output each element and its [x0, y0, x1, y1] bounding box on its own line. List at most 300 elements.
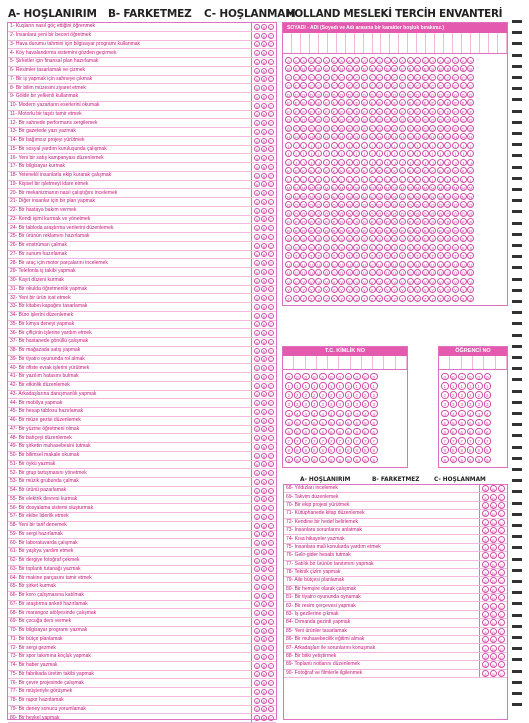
name-bubble[interactable]: D [393, 92, 397, 98]
answer-bubble-b[interactable]: B [262, 506, 266, 512]
name-bubble[interactable]: F [376, 108, 383, 115]
name-bubble[interactable]: T [361, 252, 368, 259]
name-bubble[interactable]: J [338, 159, 345, 166]
name-bubble[interactable]: Ö [286, 211, 291, 217]
name-bubble[interactable]: H [294, 135, 298, 141]
answer-bubble-b[interactable]: B [262, 558, 266, 564]
name-bubble[interactable]: G [355, 118, 359, 124]
name-bubble[interactable]: V [285, 278, 292, 285]
name-bubble[interactable]: Z [437, 295, 444, 302]
name-bubble[interactable]: J [391, 159, 398, 166]
answer-bubble-b[interactable]: B [262, 199, 266, 205]
name-bubble[interactable]: K [452, 167, 459, 174]
answer-bubble-a[interactable]: A [255, 453, 259, 459]
answer-bubble-a[interactable]: A [482, 661, 489, 668]
name-bubble[interactable]: U [317, 262, 321, 268]
name-bubble[interactable]: Ö [393, 211, 397, 217]
name-bubble[interactable]: K [346, 167, 353, 174]
name-bubble[interactable]: H [340, 135, 344, 141]
answer-bubble-a[interactable]: A [255, 532, 259, 538]
name-bubble[interactable]: Ü [286, 271, 291, 277]
answer-bubble-c[interactable]: C [498, 561, 505, 568]
name-bubble[interactable]: İ [338, 150, 345, 157]
name-bubble[interactable]: Ğ [377, 126, 382, 132]
name-bubble[interactable]: İ [285, 150, 292, 157]
name-bubble[interactable]: F [331, 108, 338, 115]
name-bubble[interactable]: M [347, 186, 351, 192]
id-bubble[interactable]: 2 [285, 391, 293, 399]
id-bubble[interactable]: 5 [370, 419, 378, 427]
name-bubble[interactable]: Z [308, 295, 315, 302]
id-bubble[interactable]: 1 [285, 382, 293, 390]
id-bubble[interactable]: 0 [345, 373, 353, 381]
name-bubble[interactable]: T [308, 252, 315, 259]
id-bubble[interactable]: 5 [336, 419, 344, 427]
answer-bubble-b[interactable]: B [262, 663, 266, 669]
name-bubble[interactable]: D [317, 92, 321, 98]
name-bubble[interactable]: J [399, 159, 406, 166]
name-bubble[interactable]: F [293, 108, 300, 115]
name-bubble[interactable]: Ğ [469, 126, 473, 132]
answer-bubble-a[interactable]: A [255, 672, 259, 678]
answer-bubble-a[interactable]: A [482, 653, 489, 660]
answer-bubble-b[interactable]: B [262, 619, 266, 625]
name-bubble[interactable]: H [347, 135, 351, 141]
answer-bubble-c[interactable]: C [269, 418, 273, 424]
name-bubble[interactable]: L [300, 176, 307, 183]
answer-bubble-b[interactable]: B [262, 436, 266, 442]
name-bubble[interactable]: C [385, 75, 389, 81]
name-bubble[interactable]: C [317, 75, 321, 81]
name-bubble[interactable]: Ç [355, 84, 359, 90]
id-bubble[interactable]: 4 [319, 410, 327, 418]
name-bubble[interactable]: F [353, 108, 360, 115]
answer-bubble-c[interactable]: C [269, 716, 273, 722]
name-bubble[interactable]: L [467, 176, 474, 183]
name-bubble[interactable]: S [331, 235, 338, 242]
id-bubble[interactable]: 5 [294, 419, 302, 427]
name-input-cell[interactable] [489, 33, 498, 53]
id-bubble[interactable]: 1 [450, 382, 458, 390]
answer-bubble-a[interactable]: A [482, 561, 489, 568]
name-bubble[interactable]: D [302, 92, 306, 98]
name-bubble[interactable]: U [302, 262, 306, 268]
answer-bubble-c[interactable]: C [269, 296, 273, 302]
name-bubble[interactable]: H [423, 135, 427, 141]
name-bubble[interactable]: M [362, 186, 367, 192]
name-bubble[interactable]: İ [452, 150, 459, 157]
answer-bubble-a[interactable]: A [482, 485, 489, 492]
id-bubble[interactable]: 8 [362, 446, 370, 454]
answer-bubble-b[interactable]: B [262, 401, 266, 407]
name-bubble[interactable]: J [361, 159, 368, 166]
answer-bubble-c[interactable]: C [269, 576, 273, 582]
name-bubble[interactable]: E [308, 99, 315, 106]
answer-bubble-c[interactable]: C [269, 278, 273, 284]
name-bubble[interactable]: R [332, 228, 336, 234]
name-bubble[interactable]: Ç [340, 84, 344, 90]
name-bubble[interactable]: I [437, 142, 444, 149]
name-bubble[interactable]: I [285, 142, 292, 149]
answer-bubble-c[interactable]: C [498, 586, 505, 593]
name-bubble[interactable]: E [460, 99, 467, 106]
name-bubble[interactable]: F [437, 108, 444, 115]
name-bubble[interactable]: S [399, 235, 406, 242]
name-input-cell[interactable] [462, 33, 471, 53]
answer-bubble-c[interactable]: C [498, 536, 505, 543]
answer-bubble-a[interactable]: A [255, 628, 259, 634]
answer-bubble-b[interactable]: B [262, 243, 266, 249]
name-bubble[interactable]: A [460, 57, 467, 64]
answer-bubble-a[interactable]: A [255, 121, 259, 127]
id-bubble[interactable]: 5 [458, 419, 466, 427]
name-bubble[interactable]: B [376, 65, 383, 72]
name-bubble[interactable]: Ö [355, 211, 359, 217]
name-bubble[interactable]: E [384, 99, 391, 106]
name-bubble[interactable]: T [353, 252, 360, 259]
answer-bubble-a[interactable]: A [255, 444, 259, 450]
name-bubble[interactable]: E [353, 99, 360, 106]
name-bubble[interactable]: S [422, 235, 429, 242]
name-bubble[interactable]: Ü [416, 271, 420, 277]
answer-bubble-c[interactable]: C [269, 707, 273, 713]
answer-bubble-b[interactable]: B [262, 374, 266, 380]
name-bubble[interactable]: Ü [294, 271, 298, 277]
name-bubble[interactable]: O [415, 203, 420, 209]
id-bubble[interactable]: 4 [311, 410, 319, 418]
answer-bubble-c[interactable]: C [498, 527, 505, 534]
name-bubble[interactable]: M [370, 186, 374, 192]
name-bubble[interactable]: N [324, 194, 328, 200]
name-bubble[interactable]: T [338, 252, 345, 259]
name-bubble[interactable]: S [338, 235, 345, 242]
name-bubble[interactable]: U [294, 262, 298, 268]
name-bubble[interactable]: F [422, 108, 429, 115]
answer-bubble-a[interactable]: A [255, 129, 259, 135]
answer-bubble-a[interactable]: A [255, 339, 259, 345]
name-bubble[interactable]: F [308, 108, 315, 115]
answer-bubble-c[interactable]: C [269, 42, 273, 48]
name-input-cell[interactable] [435, 33, 444, 53]
answer-bubble-c[interactable]: C [269, 121, 273, 127]
id-bubble[interactable]: 8 [294, 446, 302, 454]
name-bubble[interactable]: E [437, 99, 444, 106]
name-bubble[interactable]: K [331, 167, 338, 174]
name-bubble[interactable]: N [385, 194, 389, 200]
name-bubble[interactable]: S [323, 235, 330, 242]
name-bubble[interactable]: O [302, 203, 306, 209]
name-bubble[interactable]: B [300, 65, 307, 72]
name-bubble[interactable]: I [361, 142, 368, 149]
name-bubble[interactable]: N [408, 194, 412, 200]
name-bubble[interactable]: S [437, 235, 444, 242]
name-bubble[interactable]: Ç [431, 84, 435, 90]
name-bubble[interactable]: O [446, 203, 450, 209]
name-bubble[interactable]: V [460, 278, 467, 285]
id-bubble[interactable]: 3 [302, 400, 310, 408]
answer-bubble-a[interactable]: A [255, 611, 259, 617]
name-bubble[interactable]: F [399, 108, 406, 115]
id-bubble[interactable]: 6 [475, 428, 483, 436]
name-bubble[interactable]: D [347, 92, 351, 98]
answer-bubble-a[interactable]: A [255, 33, 259, 39]
answer-bubble-b[interactable]: B [490, 636, 497, 643]
name-bubble[interactable]: I [414, 142, 421, 149]
answer-bubble-a[interactable]: A [482, 536, 489, 543]
name-bubble[interactable]: B [452, 65, 459, 72]
answer-bubble-c[interactable]: C [269, 497, 273, 503]
name-bubble[interactable]: F [315, 108, 322, 115]
answer-bubble-c[interactable]: C [269, 593, 273, 599]
id-bubble[interactable]: 0 [475, 373, 483, 381]
name-bubble[interactable]: Ü [302, 271, 306, 277]
answer-bubble-a[interactable]: A [255, 59, 259, 65]
name-bubble[interactable]: Ğ [340, 126, 344, 132]
id-bubble[interactable]: 1 [336, 382, 344, 390]
answer-bubble-b[interactable]: B [262, 156, 266, 162]
answer-bubble-a[interactable]: A [482, 670, 489, 677]
name-bubble[interactable]: İ [444, 150, 451, 157]
name-bubble[interactable]: N [317, 194, 321, 200]
answer-bubble-b[interactable]: B [490, 544, 497, 551]
name-bubble[interactable]: G [324, 118, 329, 124]
name-bubble[interactable]: R [317, 228, 321, 234]
name-bubble[interactable]: U [423, 262, 427, 268]
name-bubble[interactable]: V [308, 278, 315, 285]
answer-bubble-a[interactable]: A [255, 593, 259, 599]
name-bubble[interactable]: A [376, 57, 383, 64]
id-bubble[interactable]: 2 [319, 391, 327, 399]
name-bubble[interactable]: Ö [431, 211, 435, 217]
answer-bubble-b[interactable]: B [262, 497, 266, 503]
name-bubble[interactable]: V [444, 278, 451, 285]
answer-bubble-c[interactable]: C [269, 506, 273, 512]
id-bubble[interactable]: 6 [467, 428, 475, 436]
name-bubble[interactable]: N [461, 194, 465, 200]
name-bubble[interactable]: N [446, 194, 450, 200]
name-bubble[interactable]: P [460, 218, 467, 225]
name-input-cell[interactable] [408, 33, 417, 53]
name-bubble[interactable]: İ [437, 150, 444, 157]
id-bubble[interactable]: 0 [362, 373, 370, 381]
name-bubble[interactable]: D [408, 92, 412, 98]
name-bubble[interactable]: C [286, 75, 291, 81]
name-bubble[interactable]: Ü [393, 271, 397, 277]
name-bubble[interactable]: Z [369, 295, 376, 302]
name-bubble[interactable]: F [391, 108, 398, 115]
name-bubble[interactable]: Ç [446, 84, 450, 90]
name-bubble[interactable]: D [469, 92, 473, 98]
name-bubble[interactable]: K [437, 167, 444, 174]
name-bubble[interactable]: L [460, 176, 467, 183]
answer-bubble-b[interactable]: B [262, 86, 266, 92]
name-input-cell[interactable] [364, 33, 373, 53]
answer-bubble-b[interactable]: B [490, 485, 497, 492]
answer-bubble-a[interactable]: A [255, 77, 259, 83]
name-bubble[interactable]: C [309, 75, 313, 81]
name-bubble[interactable]: Z [300, 295, 307, 302]
name-bubble[interactable]: M [423, 186, 427, 192]
name-bubble[interactable]: D [340, 92, 344, 98]
answer-bubble-b[interactable]: B [262, 698, 266, 704]
answer-bubble-c[interactable]: C [269, 156, 273, 162]
answer-bubble-c[interactable]: C [269, 164, 273, 170]
name-bubble[interactable]: Ğ [453, 126, 458, 132]
name-bubble[interactable]: Ş [376, 244, 383, 251]
name-bubble[interactable]: V [323, 278, 330, 285]
name-bubble[interactable]: P [437, 218, 444, 225]
answer-bubble-b[interactable]: B [490, 619, 497, 626]
name-bubble[interactable]: Ü [317, 271, 321, 277]
answer-bubble-b[interactable]: B [490, 519, 497, 526]
name-bubble[interactable]: Y [391, 286, 398, 293]
name-bubble[interactable]: U [469, 262, 473, 268]
name-bubble[interactable]: A [384, 57, 391, 64]
answer-bubble-a[interactable]: A [482, 619, 489, 626]
name-bubble[interactable]: Ç [385, 84, 389, 90]
name-bubble[interactable]: K [376, 167, 383, 174]
name-bubble[interactable]: M [431, 186, 435, 192]
name-bubble[interactable]: F [452, 108, 459, 115]
id-bubble[interactable]: 7 [475, 437, 483, 445]
name-bubble[interactable]: S [285, 235, 292, 242]
id-bubble[interactable]: 1 [311, 382, 319, 390]
name-bubble[interactable]: Ş [323, 244, 330, 251]
answer-bubble-a[interactable]: A [255, 243, 259, 249]
name-bubble[interactable]: F [369, 108, 376, 115]
answer-bubble-b[interactable]: B [262, 33, 266, 39]
name-bubble[interactable]: B [422, 65, 429, 72]
name-bubble[interactable]: B [361, 65, 368, 72]
name-bubble[interactable]: Ğ [332, 126, 336, 132]
name-bubble[interactable]: G [446, 118, 450, 124]
name-bubble[interactable]: B [338, 65, 345, 72]
name-bubble[interactable]: T [315, 252, 322, 259]
answer-bubble-c[interactable]: C [269, 654, 273, 660]
name-bubble[interactable]: Ş [414, 244, 421, 251]
name-bubble[interactable]: L [407, 176, 414, 183]
id-bubble[interactable]: 7 [353, 437, 361, 445]
name-bubble[interactable]: H [400, 135, 404, 141]
answer-bubble-c[interactable]: C [269, 234, 273, 240]
name-bubble[interactable]: S [369, 235, 376, 242]
name-bubble[interactable]: M [294, 186, 298, 192]
name-bubble[interactable]: P [422, 218, 429, 225]
name-bubble[interactable]: A [331, 57, 338, 64]
name-bubble[interactable]: C [416, 75, 420, 81]
name-bubble[interactable]: M [286, 186, 291, 192]
name-bubble[interactable]: Ü [324, 271, 328, 277]
name-bubble[interactable]: Ö [324, 211, 329, 217]
answer-bubble-a[interactable]: A [255, 173, 259, 179]
name-bubble[interactable]: J [308, 159, 315, 166]
id-bubble[interactable]: 9 [328, 456, 336, 464]
name-bubble[interactable]: D [324, 92, 328, 98]
answer-bubble-a[interactable]: A [255, 549, 259, 555]
id-bubble[interactable]: 8 [450, 446, 458, 454]
name-bubble[interactable]: A [399, 57, 406, 64]
name-bubble[interactable]: O [340, 203, 344, 209]
name-bubble[interactable]: A [308, 57, 315, 64]
name-bubble[interactable]: G [400, 118, 405, 124]
answer-bubble-a[interactable]: A [255, 637, 259, 643]
id-input-cell[interactable] [306, 356, 317, 369]
answer-bubble-b[interactable]: B [262, 313, 266, 319]
name-bubble[interactable]: H [302, 135, 306, 141]
name-bubble[interactable]: F [300, 108, 307, 115]
name-bubble[interactable]: Ç [332, 84, 336, 90]
id-bubble[interactable]: 8 [328, 446, 336, 454]
id-bubble[interactable]: 7 [450, 437, 458, 445]
name-bubble[interactable]: C [446, 75, 450, 81]
id-bubble[interactable]: 6 [336, 428, 344, 436]
answer-bubble-c[interactable]: C [269, 269, 273, 275]
name-bubble[interactable]: F [338, 108, 345, 115]
id-input-cell[interactable] [384, 356, 395, 369]
name-bubble[interactable]: S [293, 235, 300, 242]
answer-bubble-c[interactable]: C [269, 401, 273, 407]
answer-bubble-c[interactable]: C [269, 374, 273, 380]
id-bubble[interactable]: 3 [294, 400, 302, 408]
answer-bubble-b[interactable]: B [262, 77, 266, 83]
name-bubble[interactable]: R [446, 228, 450, 234]
id-bubble[interactable]: 3 [484, 400, 492, 408]
name-bubble[interactable]: D [438, 92, 442, 98]
name-bubble[interactable]: R [400, 228, 404, 234]
name-input-cell[interactable] [471, 33, 480, 53]
name-bubble[interactable]: U [393, 262, 397, 268]
name-bubble[interactable]: B [467, 65, 474, 72]
name-bubble[interactable]: Z [467, 295, 474, 302]
name-bubble[interactable]: Z [407, 295, 414, 302]
tc-id-input-cells[interactable] [283, 356, 407, 370]
name-bubble[interactable]: E [315, 99, 322, 106]
name-bubble[interactable]: Y [444, 286, 451, 293]
name-bubble[interactable]: O [317, 203, 321, 209]
name-bubble[interactable]: E [407, 99, 414, 106]
name-bubble[interactable]: H [393, 135, 397, 141]
answer-bubble-c[interactable]: C [269, 672, 273, 678]
name-bubble[interactable]: Z [460, 295, 467, 302]
answer-bubble-c[interactable]: C [269, 479, 273, 485]
id-bubble[interactable]: 9 [458, 456, 466, 464]
answer-bubble-a[interactable]: A [255, 471, 259, 477]
name-bubble[interactable]: R [454, 228, 458, 234]
name-bubble[interactable]: İ [308, 150, 315, 157]
name-bubble[interactable]: P [391, 218, 398, 225]
name-bubble[interactable]: M [332, 186, 336, 192]
answer-bubble-c[interactable]: C [269, 304, 273, 310]
answer-bubble-a[interactable]: A [255, 112, 259, 118]
name-bubble[interactable]: P [300, 218, 307, 225]
name-bubble[interactable]: B [346, 65, 353, 72]
name-bubble[interactable]: C [302, 75, 306, 81]
name-bubble[interactable]: Y [361, 286, 368, 293]
id-bubble[interactable]: 7 [336, 437, 344, 445]
name-bubble[interactable]: B [444, 65, 451, 72]
name-bubble[interactable]: I [338, 142, 345, 149]
name-bubble[interactable]: Z [429, 295, 436, 302]
answer-bubble-c[interactable]: C [269, 199, 273, 205]
answer-bubble-c[interactable]: C [269, 86, 273, 92]
answer-bubble-c[interactable]: C [269, 59, 273, 65]
name-bubble[interactable]: T [444, 252, 451, 259]
answer-bubble-c[interactable]: C [269, 409, 273, 415]
answer-bubble-c[interactable]: C [498, 628, 505, 635]
answer-bubble-b[interactable]: B [262, 164, 266, 170]
name-bubble[interactable]: Ğ [294, 126, 298, 132]
answer-bubble-a[interactable]: A [255, 418, 259, 424]
